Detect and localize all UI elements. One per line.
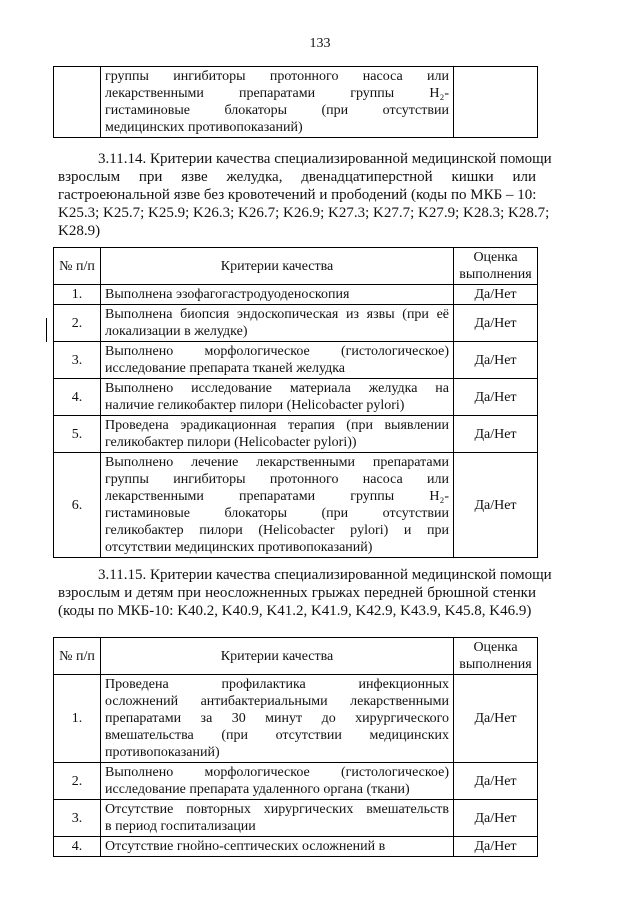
criteria-line: отсутствии медицинских противопоказаний) <box>105 540 373 555</box>
row-number: 3. <box>54 800 101 837</box>
table-row <box>54 763 538 800</box>
criteria-line: Проведена эрадикационная терапия (при выявлении <box>105 418 449 433</box>
text-line: 3.11.14. Критерии качества специализированной медицинской помощи <box>98 151 552 167</box>
criteria-cell <box>101 285 454 305</box>
criteria-line: Отсутствие повторных хирургических вмешательств <box>105 802 449 817</box>
table-row <box>54 342 538 379</box>
row-number: 4. <box>54 837 101 857</box>
text-line: взрослым при язве желудка, двенадцатиперстной кишки или <box>58 169 536 185</box>
row-number: 1. <box>54 285 101 305</box>
result-cell: Да/Нет <box>454 305 538 342</box>
result-cell: Да/Нет <box>454 837 538 857</box>
criteria-cell <box>101 453 454 558</box>
table-row <box>54 800 538 837</box>
text-line: (коды по МКБ-10: K40.2, K40.9, K41.2, K41.9, K42.9, K43.9, K45.8, K46.9) <box>58 603 532 619</box>
criteria-line: в период госпитализации <box>105 819 256 834</box>
result-cell: Да/Нет <box>454 800 538 837</box>
result-cell: Да/Нет <box>454 379 538 416</box>
criteria-line: Выполнено морфологическое (гистологическое) <box>105 344 449 359</box>
text-line: K25.3; K25.7; K25.9; K26.3; K26.7; K26.9; K27.3; K27.7; K27.9; K28.3; K28.7; <box>58 205 550 221</box>
text-line: гастроеюнальной язве без кровотечений и прободений (коды по МКБ – 10: <box>58 187 537 203</box>
table-row <box>54 453 538 558</box>
row-number: 5. <box>54 416 101 453</box>
section-3-11-14-heading <box>58 150 552 240</box>
table-row <box>54 305 538 342</box>
table-row <box>54 416 538 453</box>
text-line: 3.11.15. Критерии качества специализированной медицинской помощи <box>98 567 552 583</box>
criteria-cell <box>101 379 454 416</box>
criteria-line: Выполнено морфологическое (гистологическое) <box>105 765 449 780</box>
criteria-line: Выполнена эзофагогастродуоденоскопия <box>105 287 350 302</box>
header-num: № п/п <box>54 248 101 285</box>
table-row <box>54 837 538 857</box>
criteria-line: лекарственными препаратами группы H₂- <box>105 489 449 504</box>
margin-mark <box>46 318 47 342</box>
result-cell: Да/Нет <box>454 285 538 305</box>
criteria-line: группы ингибиторы протонного насоса или <box>105 472 449 487</box>
header-criteria: Критерии качества <box>101 248 454 285</box>
result-cell: Да/Нет <box>454 453 538 558</box>
result-cell: Да/Нет <box>454 416 538 453</box>
criteria-line: наличие геликобактер пилори (Helicobacter pylori) <box>105 398 405 413</box>
row-number: 6. <box>54 453 101 558</box>
result-cell: Да/Нет <box>454 763 538 800</box>
text-line: K28.9) <box>58 223 101 239</box>
criteria-line: Выполнено лечение лекарственными препаратами <box>105 455 449 470</box>
criteria-line: вмешательства (при отсутствии медицинских <box>105 728 449 743</box>
criteria-line: осложнений антибактериальными лекарственными <box>105 694 449 709</box>
criteria-line: Проведена профилактика инфекционных <box>105 677 449 692</box>
result-cell: Да/Нет <box>454 675 538 763</box>
table-row <box>54 675 538 763</box>
criteria-cell <box>101 800 454 837</box>
result-cell <box>454 67 538 138</box>
criteria-cell <box>101 67 454 138</box>
section-3-11-15-heading <box>58 566 552 620</box>
row-number: 2. <box>54 763 101 800</box>
criteria-cell <box>101 837 454 857</box>
criteria-cell <box>101 342 454 379</box>
criteria-line: исследование препарата удаленного органа (ткани) <box>105 782 410 797</box>
criteria-table-1 <box>53 247 538 558</box>
result-cell: Да/Нет <box>454 342 538 379</box>
criteria-line: противопоказаний) <box>105 745 220 760</box>
criteria-cell <box>101 763 454 800</box>
row-number: 2. <box>54 305 101 342</box>
header-criteria: Критерии качества <box>101 638 454 675</box>
table-row <box>54 67 538 138</box>
num-cell <box>54 67 101 138</box>
criteria-line: Выполнена биопсия эндоскопическая из язвы (при её <box>105 307 449 322</box>
criteria-cell <box>101 675 454 763</box>
criteria-cell <box>101 305 454 342</box>
criteria-line: геликобактер пилори (Helicobacter pylori) и при <box>105 523 449 538</box>
text-line: взрослым и детям при неосложненных грыжах передней брюшной стенки <box>58 585 536 601</box>
row-number: 3. <box>54 342 101 379</box>
criteria-line: исследование препарата тканей желудка <box>105 361 346 376</box>
criteria-line: локализации в желудке) <box>105 324 248 339</box>
table-row <box>54 285 538 305</box>
table-row <box>54 379 538 416</box>
continuation-table <box>53 66 538 138</box>
page-number: 133 <box>309 36 331 51</box>
row-number: 4. <box>54 379 101 416</box>
criteria-line: препаратами за 30 минут до хирургического <box>105 711 449 726</box>
header-result: Оценка выполнения <box>454 248 538 285</box>
table-header-row <box>54 248 538 285</box>
criteria-cell <box>101 416 454 453</box>
text-line: гистаминовые блокаторы (при отсутствии <box>105 103 449 118</box>
text-line: группы ингибиторы протонного насоса или <box>105 69 449 84</box>
header-result: Оценка выполнения <box>454 638 538 675</box>
criteria-line: Отсутствие гнойно-септических осложнений в <box>105 839 386 854</box>
criteria-line: гистаминовые блокаторы (при отсутствии <box>105 506 449 521</box>
criteria-line: Выполнено исследование материала желудка на <box>105 381 449 396</box>
header-num: № п/п <box>54 638 101 675</box>
text-line: лекарственными препаратами группы H₂- <box>105 86 449 101</box>
row-number: 1. <box>54 675 101 763</box>
text-line: медицинских противопоказаний) <box>105 120 303 135</box>
criteria-line: геликобактер пилори (Helicobacter pylori)) <box>105 435 357 450</box>
criteria-table-2 <box>53 637 538 857</box>
table-header-row <box>54 638 538 675</box>
